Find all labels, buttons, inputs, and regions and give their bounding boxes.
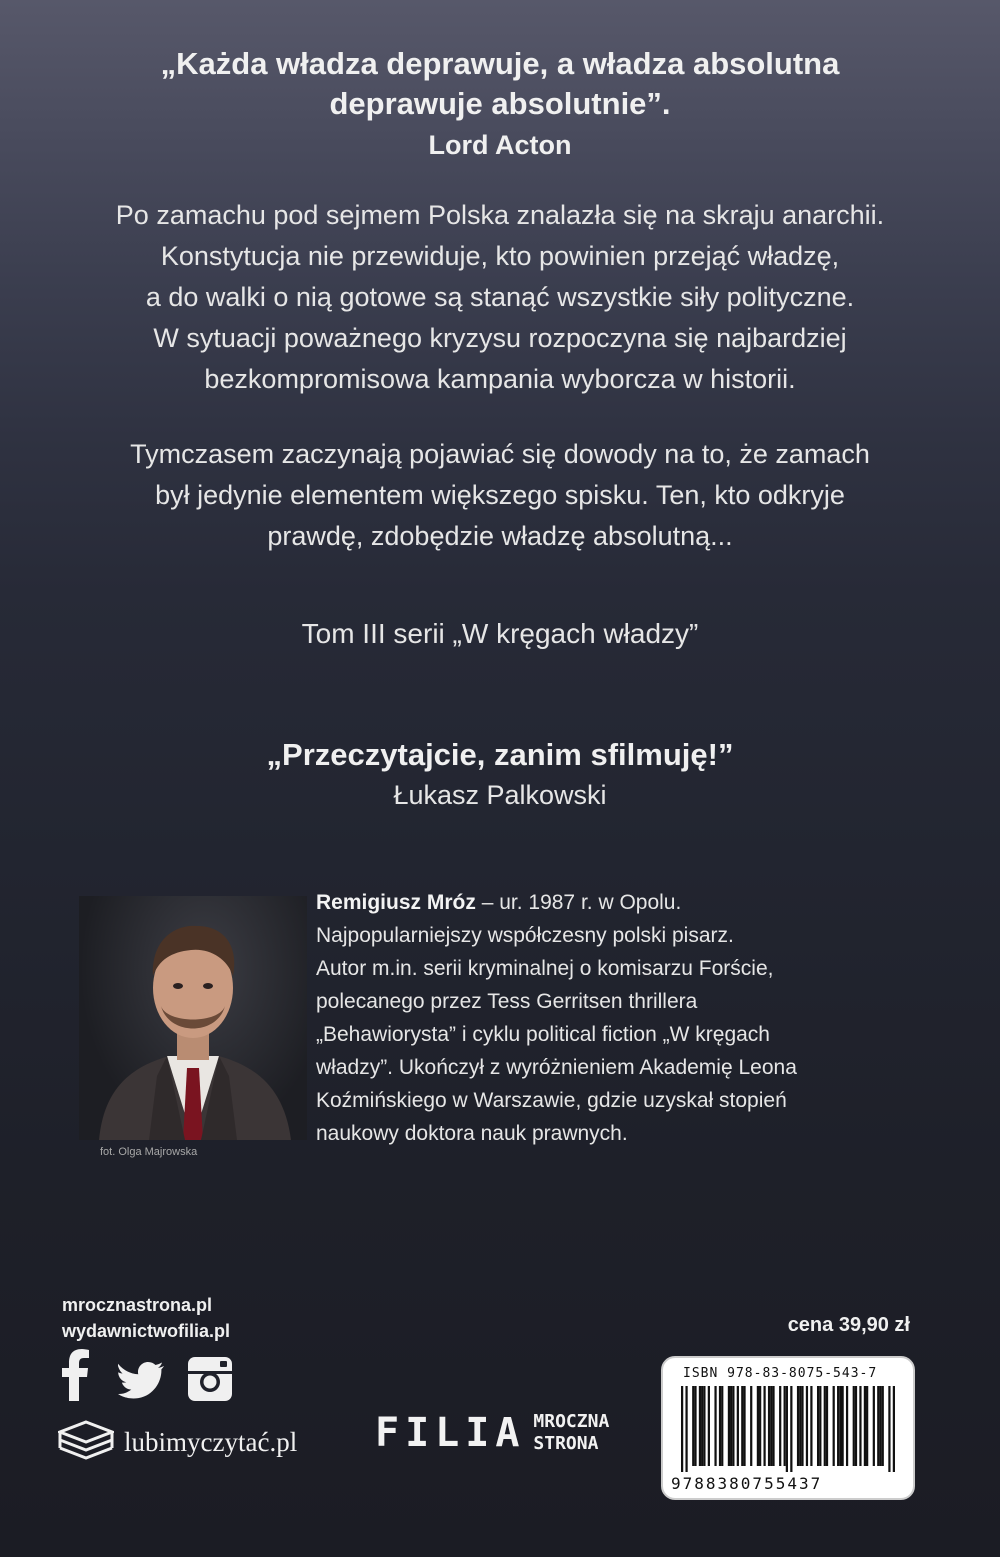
- barcode-bar: [730, 1386, 732, 1466]
- barcode-bar: [681, 1386, 683, 1472]
- link-wydawnictwofilia[interactable]: wydawnictwofilia.pl: [62, 1321, 231, 1341]
- bio-line: Koźmińskiego w Warszawie, gdzie uzyskał stopień: [316, 1089, 787, 1112]
- barcode-bar: [743, 1386, 745, 1466]
- link-mrocznastrona[interactable]: mrocznastrona.pl: [62, 1295, 213, 1315]
- imprint-line: STRONA: [533, 1433, 599, 1454]
- blurb-paragraph-1: [0, 195, 1000, 400]
- endorsement-author: Łukasz Palkowski: [393, 780, 607, 810]
- barcode-bar: [759, 1386, 761, 1466]
- blurb-paragraph-2: [0, 434, 1000, 557]
- barcode-bar: [855, 1386, 857, 1466]
- barcode-bar: [837, 1386, 839, 1466]
- barcode-bar: [719, 1386, 721, 1466]
- barcode-bar: [866, 1386, 868, 1466]
- barcode-bar: [732, 1386, 734, 1466]
- barcode-panel: [661, 1356, 915, 1500]
- author-photo: [79, 896, 307, 1140]
- publisher-imprint: [533, 1411, 609, 1455]
- bio-line: „Behawiorysta” i cyklu political fiction „W kręgach: [316, 1023, 770, 1046]
- price-label: cena 39,90 zł: [787, 1314, 910, 1336]
- barcode-bar: [770, 1386, 772, 1466]
- bio-line: Najpopularniejszy współczesny polski pisarz.: [316, 924, 734, 947]
- bio-line: naukowy doktora nauk prawnych.: [316, 1122, 628, 1145]
- barcode-bar: [817, 1386, 819, 1466]
- bio-line-1: [316, 886, 916, 919]
- website-links: [62, 1292, 230, 1344]
- barcode-bar: [888, 1386, 890, 1472]
- lubimyczytac-text: lubimyczytać.pl: [124, 1426, 298, 1457]
- blurb-line: Po zamachu pod sejmem Polska znalazła się na skraju anarchii.: [115, 200, 885, 230]
- barcode-bar: [768, 1386, 770, 1466]
- barcode-bar: [708, 1386, 710, 1466]
- isbn-text: ISBN 978-83-8075-543-7: [683, 1366, 878, 1381]
- epigraph-line-2: deprawuje absolutnie”.: [329, 86, 671, 121]
- barcode-bar: [763, 1386, 765, 1466]
- blurb-line: bezkompromisowa kampania wyborcza w historii.: [204, 364, 796, 394]
- barcode-bar: [701, 1386, 703, 1466]
- epigraph-author: Lord Acton: [428, 130, 572, 160]
- ean-number: 9788380755437: [671, 1474, 823, 1493]
- barcode: [681, 1386, 895, 1472]
- barcode-bar: [694, 1386, 696, 1466]
- barcode-bar: [824, 1386, 826, 1466]
- barcode-bar: [703, 1386, 705, 1466]
- barcode-bar: [786, 1386, 788, 1472]
- barcode-bar: [893, 1386, 895, 1472]
- photo-credit: fot. Olga Majrowska: [100, 1146, 198, 1158]
- instagram-icon[interactable]: [188, 1353, 232, 1405]
- books-icon: [58, 1418, 114, 1466]
- barcode-bar: [741, 1386, 743, 1466]
- barcode-bar: [779, 1386, 781, 1466]
- publisher-logo: [375, 1410, 609, 1456]
- barcode-bar: [879, 1386, 881, 1466]
- bio-line: polecanego przez Tess Gerritsen thrillera: [316, 990, 698, 1013]
- barcode-bar: [819, 1386, 821, 1466]
- epigraph-line-1: „Każda władza deprawuje, a władza absolutna: [160, 46, 840, 81]
- barcode-bar: [810, 1386, 812, 1466]
- barcode-bar: [833, 1386, 835, 1466]
- barcode-bar: [806, 1386, 808, 1466]
- barcode-bar: [784, 1386, 786, 1466]
- barcode-bar: [859, 1386, 861, 1466]
- author-name: Remigiusz Mróz: [316, 891, 476, 914]
- barcode-bar: [728, 1386, 730, 1466]
- barcode-bar: [853, 1386, 855, 1466]
- twitter-icon[interactable]: [118, 1355, 164, 1407]
- blurb-line: W sytuacji poważnego kryzysu rozpoczyna się najbardziej: [153, 323, 847, 353]
- blurb-line: prawdę, zdobędzie władzę absolutną...: [267, 521, 733, 551]
- series-info: Tom III serii „W kręgach władzy”: [301, 618, 699, 649]
- facebook-icon[interactable]: [62, 1349, 92, 1401]
- barcode-bar: [692, 1386, 694, 1466]
- barcode-bar: [737, 1386, 739, 1466]
- barcode-bar: [864, 1386, 866, 1466]
- blurb-line: Tymczasem zaczynają pojawiać się dowody na to, że zamach: [130, 439, 870, 469]
- barcode-bar: [721, 1386, 723, 1466]
- imprint-line: MROCZNA: [533, 1411, 610, 1432]
- barcode-bar: [772, 1386, 774, 1466]
- barcode-bar: [846, 1386, 848, 1466]
- bio-line: – ur. 1987 r. w Opolu.: [475, 891, 682, 914]
- barcode-bar: [873, 1386, 875, 1466]
- barcode-bar: [826, 1386, 828, 1466]
- bio-line: władzy”. Ukończył z wyróżnieniem Akademię Leona: [316, 1056, 797, 1079]
- barcode-bar: [799, 1386, 801, 1466]
- blurb-line: Konstytucja nie przewiduje, kto powinien przejąć władzę,: [160, 241, 840, 271]
- barcode-bar: [877, 1386, 879, 1466]
- barcode-bar: [797, 1386, 799, 1466]
- barcode-bar: [757, 1386, 759, 1466]
- bio-line: Autor m.in. serii kryminalnej o komisarzu Forście,: [316, 957, 774, 980]
- barcode-bar: [839, 1386, 841, 1466]
- author-bio: [316, 886, 916, 1150]
- barcode-bar: [750, 1386, 752, 1466]
- barcode-bar: [699, 1386, 701, 1466]
- blurb-line: był jedynie elementem większego spisku. Ten, kto odkryje: [155, 480, 845, 510]
- barcode-bar: [882, 1386, 884, 1466]
- epigraph-quote: [0, 44, 1000, 124]
- lubimyczytac-logo[interactable]: [58, 1417, 297, 1467]
- publisher-name: FILIA: [375, 1410, 526, 1456]
- barcode-bar: [842, 1386, 844, 1466]
- barcode-bar: [801, 1386, 803, 1466]
- barcode-bar: [790, 1386, 792, 1472]
- blurb-line: a do walki o nią gotowe są stanąć wszystkie siły polityczne.: [145, 282, 855, 312]
- barcode-bar: [685, 1386, 687, 1472]
- barcode-bar: [714, 1386, 716, 1466]
- endorsement-quote: „Przeczytajcie, zanim sfilmuję!”: [266, 737, 734, 772]
